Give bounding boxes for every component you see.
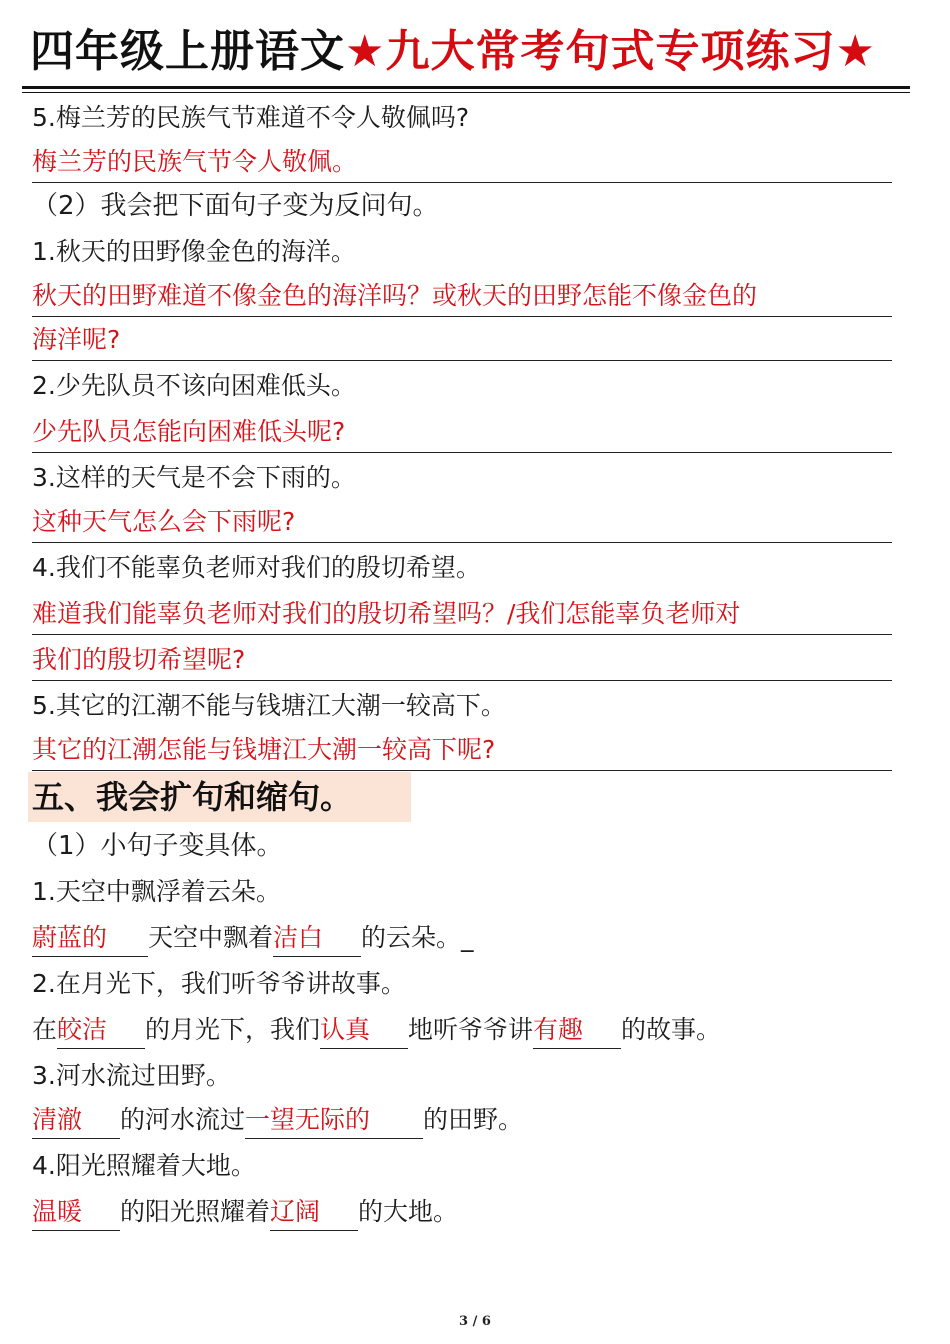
fill-blank: 蔚蓝的 [32,920,148,957]
question-text: 3.这样的天气是不会下雨的。 [32,463,356,492]
fill-sentence [32,1100,523,1140]
sentence-text: 的阳光照耀着 [120,1197,271,1226]
fill-blank: 认真 [320,1012,408,1049]
fill-sentence [32,1010,721,1050]
question-text: 4.我们不能辜负老师对我们的殷切希望。 [32,553,481,582]
fill-blank: 温暖 [32,1194,120,1231]
sentence-text: 的故事。 [621,1015,722,1044]
sentence-text: 的大地。 [358,1197,459,1226]
answer-text: 梅兰芳的民族气节令人敬佩。 [32,142,892,183]
fill-blank: 辽阔 [270,1194,358,1231]
fill-blank: 一望无际的 [245,1102,423,1139]
sentence-text: 在 [32,1015,58,1044]
fill-sentence [32,918,474,958]
answer-text: 少先队员怎能向困难低头呢? [32,412,892,453]
answer-text: 海洋呢? [32,320,892,361]
sentence-text: 的田野。 [423,1105,524,1134]
question-text: 4.阳光照耀着大地。 [32,1151,256,1180]
question-text: 5.其它的江潮不能与钱塘江大潮一较高下。 [32,691,506,720]
answer-text: 我们的殷切希望呢? [32,640,892,681]
instruction-text: （2）我会把下面句子变为反问句。 [32,191,439,221]
sentence-text: 天空中飘着 [148,923,274,952]
question-text: 1.天空中飘浮着云朵。 [32,877,281,906]
header-divider-thin [22,92,910,93]
title-highlight: ★九大常考句式专项练习★ [345,26,876,77]
question-text: 2.少先队员不该向困难低头。 [32,371,356,400]
sentence-text: 的月光下，我们 [145,1015,321,1044]
question-text: 1.秋天的田野像金色的海洋。 [32,237,356,266]
fill-blank: 皎洁 [57,1012,145,1049]
question-text: 2.在月光下，我们听爷爷讲故事。 [32,969,406,998]
page-title [30,22,915,82]
instruction-text: （1）小句子变具体。 [32,831,283,861]
question-text: 5.梅兰芳的民族气节难道不令人敬佩吗? [32,103,470,132]
answer-text: 其它的江潮怎能与钱塘江大潮一较高下呢? [32,730,892,771]
answer-text: 这种天气怎么会下雨呢? [32,502,892,543]
title-main: 四年级上册语文 [30,26,345,77]
fill-blank: 洁白 [273,920,361,957]
section-heading: 五、我会扩句和缩句。 [28,772,411,822]
page-number: 3 / 6 [459,1314,491,1329]
fill-blank: 有趣 [533,1012,621,1049]
answer-text: 秋天的田野难道不像金色的海洋吗？或秋天的田野怎能不像金色的 [32,276,892,317]
sentence-text: 地听爷爷讲 [408,1015,534,1044]
fill-sentence [32,1192,458,1232]
answer-text: 难道我们能辜负老师对我们的殷切希望吗？/我们怎能辜负老师对 [32,594,892,635]
sentence-text: 的云朵。_ [361,923,474,952]
header-divider [22,86,910,89]
question-text: 3.河水流过田野。 [32,1061,231,1090]
sentence-text: 的河水流过 [120,1105,246,1134]
fill-blank: 清澈 [32,1102,120,1139]
